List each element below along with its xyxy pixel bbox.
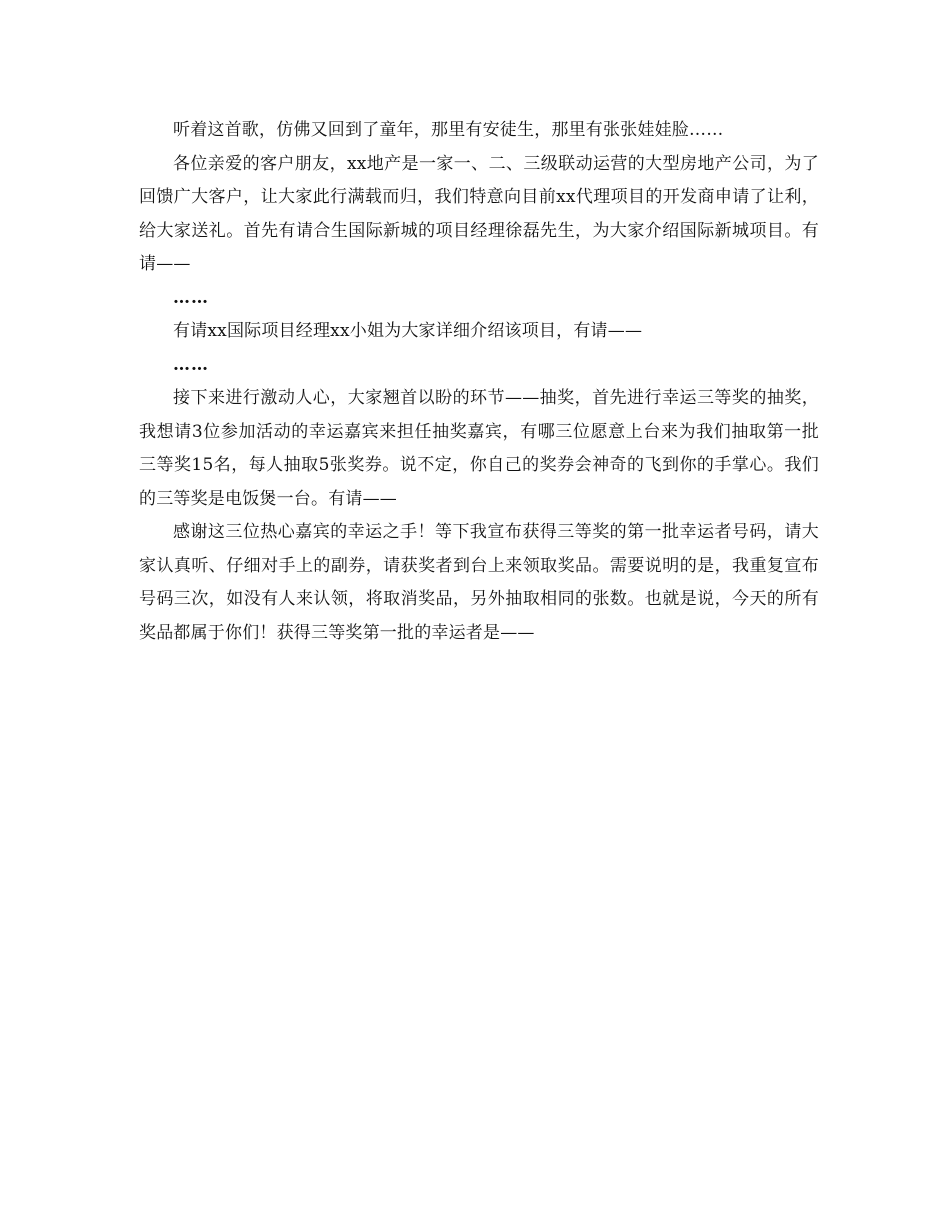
paragraph-ellipsis: …… (173, 354, 209, 375)
paragraph-welcome-customers: 各位亲爱的客户朋友，xx地产是一家一、二、三级联动运营的大型房地产公司，为了回馈广大客户，让大家此行满载而归，我们特意向目前xx代理项目的开发商申请了让利，给大家送礼。首先有请合生国际新城的项目经理徐磊先生，为大家介绍国际新城项目。有请—— (139, 153, 819, 274)
paragraph-invite-manager: 有请xx国际项目经理xx小姐为大家详细介绍该项目，有请—— (173, 321, 643, 341)
document-body (139, 114, 819, 650)
paragraph-lottery-announce: 感谢这三位热心嘉宾的幸运之手！等下我宣布获得三等奖的第一批幸运者号码，请大家认真听、仔细对手上的副券，请获奖者到台上来领取奖品。需要说明的是，我重复宣布号码三次，如没有人来认领，将取消奖品，另外抽取相同的张数。也就是说，今天的所有奖品都属于你们！获得三等奖第一批的幸运者是—— (139, 522, 819, 643)
paragraph-lottery-intro: 接下来进行激动人心，大家翘首以盼的环节——抽奖，首先进行幸运三等奖的抽奖，我想请3位参加活动的幸运嘉宾来担任抽奖嘉宾，有哪三位愿意上台来为我们抽取第一批三等奖15名，每人抽取5张奖券。说不定，你自己的奖券会神奇的飞到你的手掌心。我们的三等奖是电饭煲一台。有请—— (139, 388, 819, 509)
paragraph-intro-song: 听着这首歌，仿佛又回到了童年，那里有安徒生，那里有张张娃娃脸…… (173, 120, 724, 140)
paragraph-ellipsis: …… (173, 287, 209, 308)
